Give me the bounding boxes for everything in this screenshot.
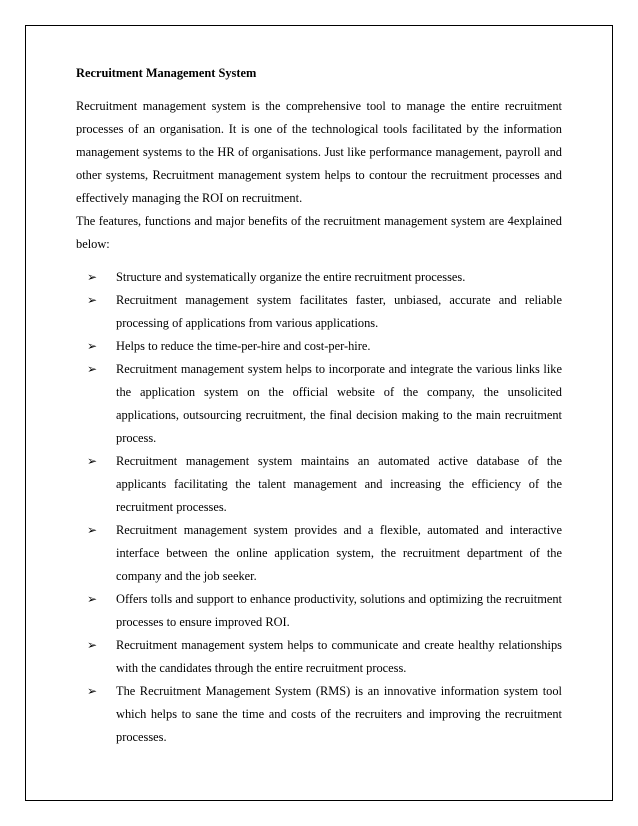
arrow-bullet-icon: ➢ bbox=[87, 638, 98, 652]
arrow-bullet-icon: ➢ bbox=[87, 523, 98, 537]
list-item bbox=[76, 450, 562, 519]
list-item bbox=[76, 266, 562, 289]
list-item bbox=[76, 335, 562, 358]
list-item-text: Recruitment management system helps to communicate and create healthy relationships with the candidates through the entire recruitment process. bbox=[116, 638, 562, 675]
list-item-text: Recruitment management system helps to incorporate and integrate the various links like the application system on the official website of the company, the unsolicited applications, outsourcing recruitment, the final decision making to the main recruitment process. bbox=[116, 362, 562, 445]
list-item-text: Offers tolls and support to enhance productivity, solutions and optimizing the recruitment processes to ensure improved ROI. bbox=[116, 592, 562, 629]
benefits-list bbox=[76, 266, 562, 749]
list-item bbox=[76, 588, 562, 634]
document-title: Recruitment Management System bbox=[76, 66, 257, 80]
list-item bbox=[76, 289, 562, 335]
arrow-bullet-icon: ➢ bbox=[87, 339, 98, 353]
document-body bbox=[76, 62, 562, 749]
list-item-text: Helps to reduce the time-per-hire and cost-per-hire. bbox=[116, 339, 371, 353]
list-item-text: Recruitment management system maintains an automated active database of the applicants facilitating the talent management and increasing the efficiency of the recruitment processes. bbox=[116, 454, 562, 514]
arrow-bullet-icon: ➢ bbox=[87, 362, 98, 376]
features-intro-paragraph: The features, functions and major benefits of the recruitment management system are 4explained below: bbox=[76, 214, 562, 251]
arrow-bullet-icon: ➢ bbox=[87, 684, 98, 698]
arrow-bullet-icon: ➢ bbox=[87, 270, 98, 284]
arrow-bullet-icon: ➢ bbox=[87, 592, 98, 606]
list-item bbox=[76, 358, 562, 450]
list-item-text: The Recruitment Management System (RMS) is an innovative information system tool which helps to sane the time and costs of the recruiters and improving the recruitment processes. bbox=[116, 684, 562, 744]
intro-paragraph: Recruitment management system is the comprehensive tool to manage the entire recruitment processes of an organisation. It is one of the technological tools facilitated by the information management systems to the HR of organisations. Just like performance management, payroll and other systems, Recruitment management system helps to contour the recruitment processes and effectively managing the ROI on recruitment. bbox=[76, 99, 562, 205]
list-item-text: Structure and systematically organize the entire recruitment processes. bbox=[116, 270, 466, 284]
arrow-bullet-icon: ➢ bbox=[87, 454, 98, 468]
list-item bbox=[76, 680, 562, 749]
list-item-text: Recruitment management system facilitates faster, unbiased, accurate and reliable processing of applications from various applications. bbox=[116, 293, 562, 330]
arrow-bullet-icon: ➢ bbox=[87, 293, 98, 307]
list-item bbox=[76, 519, 562, 588]
list-item-text: Recruitment management system provides and a flexible, automated and interactive interface between the online application system, the recruitment department of the company and the job seeker. bbox=[116, 523, 562, 583]
list-item bbox=[76, 634, 562, 680]
